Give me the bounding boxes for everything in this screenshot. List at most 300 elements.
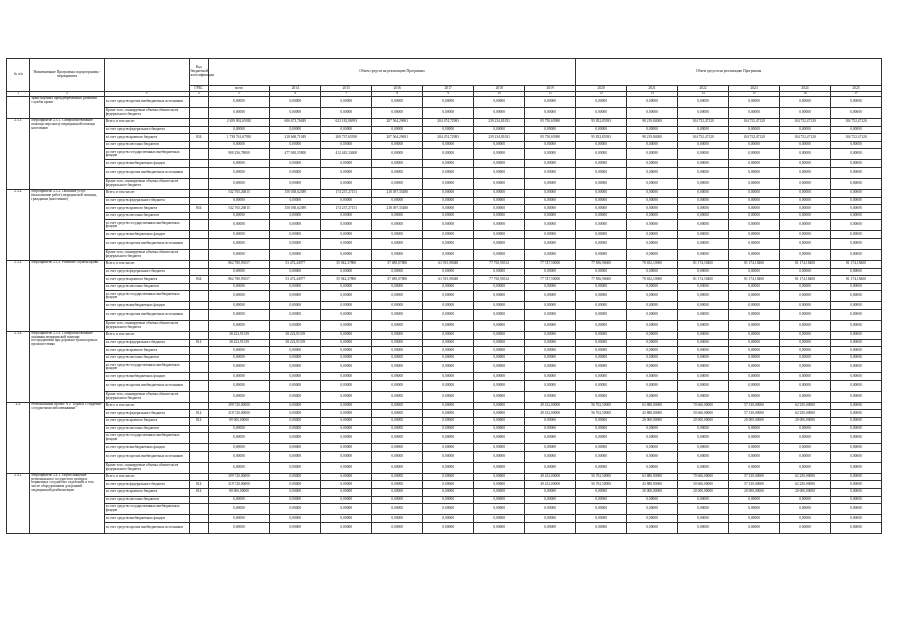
amount-cell: 38 222,91339: [208, 339, 270, 347]
amount-cell: 0,00000: [423, 515, 474, 523]
funding-source: за счет средств краевого бюджета: [104, 205, 189, 213]
amount-cell: 0,00000: [474, 354, 525, 362]
funding-source: за счет средств внебюджетных фондов: [104, 444, 189, 452]
amount-cell: 0,00000: [321, 462, 372, 473]
amount-cell: 0,00000: [576, 238, 627, 249]
amount-cell: 0,00000: [729, 178, 780, 189]
amount-cell: 0,00000: [729, 189, 780, 197]
amount-cell: 0,00000: [830, 380, 881, 391]
amount-cell: 0,00000: [423, 189, 474, 197]
activity-name: Мероприятие 2.3.1. Совершенствование помощи персоналу медицинской помощи населению: [30, 119, 104, 190]
amount-cell: 0,00000: [321, 212, 372, 220]
amount-cell: 0,00000: [780, 331, 831, 339]
amount-cell: 0,00000: [627, 362, 678, 373]
funding-source: за счет средств внебюджетных фондов: [104, 231, 189, 239]
amount-cell: 0,00000: [830, 189, 881, 197]
amount-cell: 81 174,18400: [729, 276, 780, 284]
grbs-code: [189, 391, 208, 402]
table-row: [7, 141, 882, 149]
amount-cell: 0,00000: [729, 160, 780, 168]
amount-cell: 0,00000: [321, 515, 372, 523]
amount-cell: 0,00000: [525, 231, 576, 239]
amount-cell: 0,00000: [780, 522, 831, 533]
amount-cell: 0,00000: [780, 425, 831, 433]
amount-cell: 0,00000: [576, 220, 627, 231]
amount-cell: 0,00000: [372, 481, 423, 489]
amount-cell: 0,00000: [576, 391, 627, 402]
amount-cell: 0,00000: [208, 362, 270, 373]
amount-cell: 0,00000: [208, 302, 270, 310]
grbs-code: [189, 249, 208, 260]
table-row: [7, 320, 882, 331]
amount-cell: 1 738 761,67930: [208, 134, 270, 142]
grbs-code: [189, 362, 208, 373]
amount-cell: 0,00000: [270, 231, 321, 239]
amount-cell: 0,00000: [627, 141, 678, 149]
amount-cell: 0,00000: [423, 425, 474, 433]
amount-cell: 0,00000: [678, 391, 729, 402]
amount-cell: 0,00000: [830, 425, 881, 433]
amount-cell: 0,00000: [423, 354, 474, 362]
amount-cell: 0,00000: [729, 231, 780, 239]
amount-cell: 0,00000: [208, 212, 270, 220]
amount-cell: 95 832,85393: [576, 134, 627, 142]
amount-cell: 0,00000: [525, 522, 576, 533]
amount-cell: 0,00000: [678, 268, 729, 276]
amount-cell: 0,00000: [474, 283, 525, 291]
amount-cell: 0,00000: [678, 205, 729, 213]
column-number-cell: 13: [627, 92, 678, 97]
amount-cell: 0,00000: [423, 108, 474, 119]
amount-cell: 0,00000: [474, 496, 525, 504]
amount-cell: 0,00000: [321, 141, 372, 149]
amount-cell: 0,00000: [474, 220, 525, 231]
amount-cell: 0,00000: [525, 504, 576, 515]
amount-cell: 0,00000: [474, 126, 525, 134]
amount-cell: 0,00000: [423, 462, 474, 473]
amount-cell: 0,00000: [780, 451, 831, 462]
amount-cell: 0,00000: [576, 205, 627, 213]
amount-cell: 0,00000: [729, 496, 780, 504]
amount-cell: 0,00000: [321, 283, 372, 291]
table-row: [7, 97, 882, 108]
amount-cell: 0,00000: [729, 249, 780, 260]
amount-cell: 77 747,50000: [525, 276, 576, 284]
amount-cell: 0,00000: [208, 126, 270, 134]
amount-cell: 0,00000: [372, 197, 423, 205]
amount-cell: 0,00000: [474, 149, 525, 160]
amount-cell: 0,00000: [576, 425, 627, 433]
amount-cell: 0,00000: [423, 522, 474, 533]
grbs-code: [189, 189, 208, 197]
amount-cell: 0,00000: [830, 291, 881, 302]
amount-cell: 0,00000: [780, 515, 831, 523]
amount-cell: 0,00000: [423, 373, 474, 381]
amount-cell: 0,00000: [627, 212, 678, 220]
amount-cell: 218 497,35480: [372, 205, 423, 213]
amount-cell: 0,00000: [270, 515, 321, 523]
amount-cell: 204 474,72983: [423, 134, 474, 142]
amount-cell: 0,00000: [474, 160, 525, 168]
amount-cell: 0,00000: [627, 380, 678, 391]
amount-cell: 0,00000: [576, 354, 627, 362]
table-header-row: [7, 59, 882, 86]
amount-cell: 0,00000: [627, 167, 678, 178]
amount-cell: 0,00000: [321, 444, 372, 452]
amount-cell: 0,00000: [321, 496, 372, 504]
amount-cell: 78 652,10000: [627, 260, 678, 268]
grbs-code: [189, 260, 208, 268]
activity-name: Мероприятие 2.3.3. Развитие службы крови: [30, 260, 104, 331]
grbs-code: 814: [189, 339, 208, 347]
amount-cell: 0,00000: [576, 97, 627, 108]
amount-cell: 623 182,86993: [321, 119, 372, 127]
amount-cell: 0,00000: [208, 444, 270, 452]
grbs-code: [189, 373, 208, 381]
funding-source: за счет средств прочих внебюджетных источников: [104, 238, 189, 249]
amount-cell: 0,00000: [270, 167, 321, 178]
table-row: [7, 373, 882, 381]
amount-cell: 0,00000: [576, 496, 627, 504]
column-number-cell: 8: [372, 92, 423, 97]
header-kbk: Код бюджетной классификации: [189, 59, 208, 86]
amount-cell: 0,00000: [780, 496, 831, 504]
amount-cell: 0,00000: [729, 126, 780, 134]
amount-cell: 0,00000: [423, 212, 474, 220]
amount-cell: 0,00000: [729, 141, 780, 149]
funding-source: за счет средств государственных внебюджетных фондов: [104, 362, 189, 373]
amount-cell: 50 660,00000: [678, 410, 729, 418]
amount-cell: 0,00000: [729, 167, 780, 178]
row-number: 2.3.1.: [7, 119, 30, 190]
amount-cell: 0,00000: [627, 522, 678, 533]
amount-cell: 98 219,84000: [627, 119, 678, 127]
amount-cell: 0,00000: [423, 309, 474, 320]
amount-cell: 20 000,00000: [729, 418, 780, 426]
amount-cell: 0,00000: [525, 108, 576, 119]
amount-cell: 0,00000: [830, 238, 881, 249]
grbs-code: 834: [189, 276, 208, 284]
amount-cell: 0,00000: [474, 238, 525, 249]
amount-cell: 0,00000: [270, 268, 321, 276]
amount-cell: 81 174,18400: [830, 260, 881, 268]
amount-cell: 0,00000: [576, 373, 627, 381]
amount-cell: 0,00000: [627, 425, 678, 433]
column-number-cell: 7: [321, 92, 372, 97]
amount-cell: 0,00000: [423, 167, 474, 178]
amount-cell: 0,00000: [208, 373, 270, 381]
amount-cell: 0,00000: [372, 362, 423, 373]
amount-cell: 0,00000: [270, 178, 321, 189]
amount-cell: 0,00000: [423, 451, 474, 462]
amount-cell: 95 750,65980: [525, 119, 576, 127]
amount-cell: 0,00000: [780, 238, 831, 249]
header-funds-implementation: Объем средств на реализацию Программы: [208, 59, 575, 86]
funding-source: Всего, в том числе:: [104, 119, 189, 127]
funding-source: Всего, в том числе:: [104, 260, 189, 268]
column-number-cell: 12: [576, 92, 627, 97]
amount-cell: 0,00000: [208, 354, 270, 362]
amount-cell: 0,00000: [208, 231, 270, 239]
header-year: 2018: [474, 86, 525, 92]
amount-cell: 0,00000: [208, 108, 270, 119]
amount-cell: 43 880,00000: [627, 410, 678, 418]
amount-cell: 0,00000: [576, 380, 627, 391]
amount-cell: 0,00000: [678, 425, 729, 433]
amount-cell: 98 219,84000: [627, 134, 678, 142]
amount-cell: 0,00000: [627, 291, 678, 302]
header-year: 2023: [729, 86, 780, 92]
amount-cell: 0,00000: [525, 515, 576, 523]
amount-cell: 0,00000: [627, 238, 678, 249]
amount-cell: 0,00000: [678, 331, 729, 339]
amount-cell: 0,00000: [627, 309, 678, 320]
amount-cell: 0,00000: [780, 391, 831, 402]
grbs-code: [189, 238, 208, 249]
amount-cell: 0,00000: [321, 220, 372, 231]
table-row: [7, 496, 882, 504]
amount-cell: 0,00000: [474, 362, 525, 373]
amount-cell: 0,00000: [321, 451, 372, 462]
amount-cell: 95 832,85393: [576, 119, 627, 127]
amount-cell: 0,00000: [474, 347, 525, 355]
grbs-code: [189, 291, 208, 302]
amount-cell: 0,00000: [525, 433, 576, 444]
header-year: 2021: [627, 86, 678, 92]
amount-cell: 0,00000: [270, 354, 321, 362]
amount-cell: 57 130,00000: [729, 481, 780, 489]
amount-cell: 0,00000: [270, 425, 321, 433]
funding-source: за счет средств государственных внебюджетных фондов: [104, 220, 189, 231]
column-number-cell: 10: [474, 92, 525, 97]
amount-cell: 0,00000: [372, 339, 423, 347]
amount-cell: 0,00000: [830, 283, 881, 291]
amount-cell: 150 038,62389: [270, 189, 321, 197]
amount-cell: 0,00000: [208, 309, 270, 320]
amount-cell: 0,00000: [780, 149, 831, 160]
amount-cell: 0,00000: [627, 433, 678, 444]
funding-source: за счет средств краевого бюджета: [104, 276, 189, 284]
amount-cell: 0,00000: [423, 504, 474, 515]
amount-cell: 0,00000: [372, 380, 423, 391]
amount-cell: 0,00000: [525, 347, 576, 355]
funding-source: за счет средств внебюджетных фондов: [104, 373, 189, 381]
funding-source: за счет средств краевого бюджета: [104, 418, 189, 426]
amount-cell: 0,00000: [525, 167, 576, 178]
amount-cell: 0,00000: [830, 373, 881, 381]
table-row: [7, 473, 882, 481]
amount-cell: 0,00000: [627, 515, 678, 523]
amount-cell: 0,00000: [321, 339, 372, 347]
amount-cell: 0,00000: [780, 108, 831, 119]
amount-cell: 0,00000: [208, 391, 270, 402]
amount-cell: 862 780,93557: [208, 260, 270, 268]
amount-cell: 0,00000: [270, 489, 321, 497]
amount-cell: 57 685,07800: [372, 260, 423, 268]
amount-cell: 0,00000: [321, 97, 372, 108]
amount-cell: 0,00000: [627, 504, 678, 515]
amount-cell: 0,00000: [208, 238, 270, 249]
table-row: [7, 425, 882, 433]
amount-cell: 0,00000: [208, 291, 270, 302]
table-row: [7, 380, 882, 391]
amount-cell: 0,00000: [474, 309, 525, 320]
amount-cell: 0,00000: [576, 522, 627, 533]
amount-cell: 0,00000: [780, 220, 831, 231]
amount-cell: 0,00000: [321, 433, 372, 444]
amount-cell: 0,00000: [321, 268, 372, 276]
amount-cell: 0,00000: [729, 220, 780, 231]
amount-cell: 0,00000: [372, 268, 423, 276]
amount-cell: 77 747,50000: [525, 260, 576, 268]
amount-cell: 0,00000: [270, 141, 321, 149]
amount-cell: 0,00000: [576, 231, 627, 239]
grbs-code: [189, 108, 208, 119]
amount-cell: 0,00000: [321, 160, 372, 168]
amount-cell: 0,00000: [678, 189, 729, 197]
amount-cell: 0,00000: [729, 444, 780, 452]
amount-cell: 0,00000: [678, 462, 729, 473]
amount-cell: 0,00000: [780, 291, 831, 302]
amount-cell: 0,00000: [678, 212, 729, 220]
amount-cell: 0,00000: [830, 167, 881, 178]
funding-source: за счет средств федерального бюджета: [104, 197, 189, 205]
funding-source: за счет средств местных бюджетов: [104, 283, 189, 291]
amount-cell: 77 765,90312: [474, 260, 525, 268]
amount-cell: 0,00000: [729, 425, 780, 433]
amount-cell: 0,00000: [830, 231, 881, 239]
amount-cell: 0,00000: [372, 97, 423, 108]
amount-cell: 0,00000: [474, 291, 525, 302]
amount-cell: 0,00000: [525, 178, 576, 189]
amount-cell: 0,00000: [627, 451, 678, 462]
amount-cell: 0,00000: [270, 444, 321, 452]
column-number-cell: 4: [189, 92, 208, 97]
amount-cell: 0,00000: [830, 212, 881, 220]
row-number: 2.4.1.: [7, 473, 30, 533]
amount-cell: 0,00000: [423, 433, 474, 444]
amount-cell: 0,00000: [678, 178, 729, 189]
amount-cell: 0,00000: [474, 320, 525, 331]
amount-cell: 0,00000: [729, 97, 780, 108]
amount-cell: 0,00000: [372, 391, 423, 402]
amount-cell: 0,00000: [830, 320, 881, 331]
amount-cell: 81 174,18400: [678, 276, 729, 284]
amount-cell: 56 762,50000: [576, 410, 627, 418]
amount-cell: 0,00000: [270, 283, 321, 291]
amount-cell: 207 564,29691: [372, 134, 423, 142]
amount-cell: 0,00000: [474, 339, 525, 347]
amount-cell: 0,00000: [830, 504, 881, 515]
funding-source: за счет средств краевого бюджета: [104, 489, 189, 497]
amount-cell: 0,00000: [780, 167, 831, 178]
amount-cell: 0,00000: [372, 433, 423, 444]
funding-source: за счет средств федерального бюджета: [104, 268, 189, 276]
amount-cell: 0,00000: [423, 291, 474, 302]
amount-cell: 0,00000: [423, 402, 474, 410]
amount-cell: 0,00000: [372, 347, 423, 355]
amount-cell: 0,00000: [423, 141, 474, 149]
amount-cell: 0,00000: [830, 473, 881, 481]
row-number: 2.3.3.: [7, 260, 30, 331]
amount-cell: 477 065,55800: [270, 149, 321, 160]
amount-cell: 0,00000: [270, 496, 321, 504]
amount-cell: 0,00000: [474, 522, 525, 533]
amount-cell: 0,00000: [474, 249, 525, 260]
amount-cell: 606 673,76849: [270, 119, 321, 127]
amount-cell: 0,00000: [321, 391, 372, 402]
amount-cell: 0,00000: [729, 283, 780, 291]
grbs-code: [189, 331, 208, 339]
amount-cell: 0,00000: [474, 451, 525, 462]
amount-cell: 0,00000: [372, 283, 423, 291]
amount-cell: 0,00000: [208, 347, 270, 355]
amount-cell: 0,00000: [372, 231, 423, 239]
amount-cell: 0,00000: [372, 160, 423, 168]
amount-cell: 0,00000: [729, 515, 780, 523]
grbs-code: [189, 320, 208, 331]
amount-cell: 62 250,00000: [780, 481, 831, 489]
amount-cell: 77 765,90312: [474, 276, 525, 284]
amount-cell: 0,00000: [627, 283, 678, 291]
column-number-cell: 5: [208, 92, 270, 97]
amount-cell: 0,00000: [830, 444, 881, 452]
table-row: [7, 451, 882, 462]
amount-cell: 0,00000: [525, 160, 576, 168]
amount-cell: 0,00000: [780, 212, 831, 220]
amount-cell: 0,00000: [270, 249, 321, 260]
column-number-cell: 1: [7, 92, 30, 97]
amount-cell: 0,00000: [627, 444, 678, 452]
funding-source: за счет средств местных бюджетов: [104, 141, 189, 149]
table-row: [7, 402, 882, 410]
amount-cell: 0,00000: [423, 418, 474, 426]
amount-cell: 0,00000: [372, 291, 423, 302]
table-row: [7, 354, 882, 362]
amount-cell: 0,00000: [321, 167, 372, 178]
amount-cell: 0,00000: [678, 220, 729, 231]
amount-cell: 0,00000: [780, 347, 831, 355]
amount-cell: 0,00000: [830, 391, 881, 402]
amount-cell: 0,00000: [208, 197, 270, 205]
amount-cell: 0,00000: [423, 473, 474, 481]
amount-cell: 0,00000: [780, 283, 831, 291]
funding-source: за счет средств внебюджетных фондов: [104, 302, 189, 310]
grbs-code: [189, 402, 208, 410]
amount-cell: 0,00000: [576, 141, 627, 149]
amount-cell: 0,00000: [830, 178, 881, 189]
table-row: [7, 212, 882, 220]
amount-cell: 0,00000: [208, 433, 270, 444]
grbs-code: 834: [189, 205, 208, 213]
amount-cell: 81 174,18400: [678, 260, 729, 268]
amount-cell: 0,00000: [678, 339, 729, 347]
amount-cell: 0,00000: [576, 149, 627, 160]
funding-source: за счет средств краевого бюджета: [104, 347, 189, 355]
amount-cell: 0,00000: [270, 220, 321, 231]
amount-cell: 399 720,00000: [208, 473, 270, 481]
table-row: [7, 108, 882, 119]
amount-cell: 0,00000: [208, 515, 270, 523]
funding-source: за счет средств государственных внебюджетных фондов: [104, 291, 189, 302]
amount-cell: 0,00000: [423, 320, 474, 331]
header-year: 2022: [678, 86, 729, 92]
grbs-code: [189, 347, 208, 355]
amount-cell: 53 472,44977: [270, 260, 321, 268]
amount-cell: 0,00000: [208, 496, 270, 504]
amount-cell: 0,00000: [372, 410, 423, 418]
amount-cell: 0,00000: [627, 268, 678, 276]
